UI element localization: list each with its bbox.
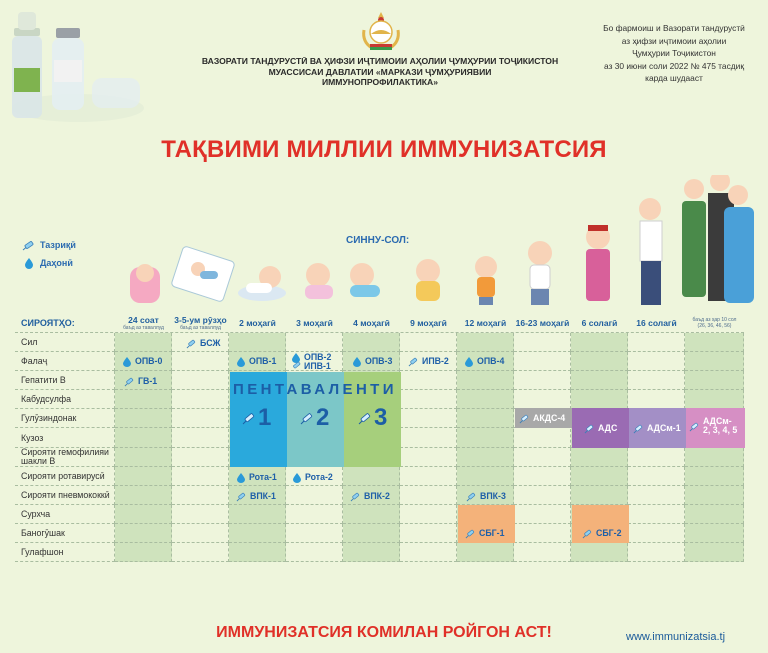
vaccine-opv1-label: ОПВ-1	[249, 356, 277, 366]
table-cell	[571, 333, 628, 352]
legend-injection-label: Тазриқӣ	[40, 240, 76, 250]
table-cell	[628, 543, 685, 562]
table-cell	[685, 390, 744, 409]
teen-boy-16y-illustration	[639, 198, 662, 305]
website-link[interactable]: www.immunizatsia.tj	[626, 631, 726, 643]
table-cell	[115, 524, 172, 543]
table-cell	[514, 467, 571, 486]
table-cell	[172, 543, 229, 562]
table-cell	[628, 467, 685, 486]
age-column-label: 16 солагӣ	[636, 317, 677, 328]
state-emblem-icon	[358, 8, 404, 52]
table-cell	[685, 524, 744, 543]
table-cell	[172, 390, 229, 409]
pentavalent-dose-2-number: 2	[316, 404, 330, 431]
syringe-icon	[186, 338, 197, 349]
table-cell	[628, 371, 685, 390]
disease-row-label: Кабудсулфа	[21, 394, 71, 405]
age-column-sublabel: (26, 36, 46, 56)	[697, 323, 732, 329]
table-cell	[628, 448, 685, 467]
vaccine-ads-label: АДС	[598, 423, 618, 433]
vaccine-adsm1	[633, 423, 681, 434]
drop-icon	[291, 352, 301, 372]
table-cell	[343, 543, 400, 562]
table-cell	[400, 409, 457, 428]
disease-row-label: Сирояти гемофилияи шакли В	[21, 447, 109, 467]
table-cell	[172, 352, 229, 371]
vaccine-pcv3-label: ВПК-3	[480, 491, 506, 501]
table-cell	[400, 486, 457, 505]
table-cell	[115, 409, 172, 428]
legend-oral-label: Даҳонӣ	[40, 258, 73, 268]
disease-row-label: Гулӯзиндонак	[21, 413, 77, 424]
baby-on-blanket-illustration	[171, 246, 235, 303]
pentavalent-dose-3	[358, 404, 387, 432]
toddler-12m-illustration	[475, 256, 497, 305]
pentavalent-dose-3-number: 3	[374, 404, 388, 431]
syringe-icon	[124, 376, 135, 387]
vaccine-dtp4	[519, 413, 565, 424]
table-cell	[172, 524, 229, 543]
vaccine-mmr2-label: СБГ-2	[596, 528, 622, 538]
syringe-icon	[582, 528, 593, 539]
vaccine-opv4	[464, 356, 504, 367]
table-cell	[400, 390, 457, 409]
table-cell	[628, 333, 685, 352]
table-cell	[457, 371, 514, 390]
vaccine-rota2-label: Рота-2	[305, 472, 333, 482]
table-cell	[115, 390, 172, 409]
table-cell	[172, 409, 229, 428]
disease-row-label: Фалаҷ	[21, 356, 48, 367]
table-cell	[400, 524, 457, 543]
table-cell	[457, 333, 514, 352]
table-cell	[685, 333, 744, 352]
table-cell	[115, 486, 172, 505]
vaccine-opv1	[236, 356, 276, 367]
table-cell	[400, 467, 457, 486]
syringe-icon	[236, 491, 247, 502]
decree-line-5: карда шудааст	[645, 73, 703, 84]
vaccine-ads	[584, 423, 617, 434]
table-cell	[15, 505, 115, 524]
syringe-icon	[689, 421, 700, 432]
table-cell	[514, 543, 571, 562]
vaccine-pcv2-label: ВПК-2	[364, 491, 390, 501]
table-cell	[15, 352, 115, 371]
table-cell	[15, 429, 115, 448]
drop-icon	[122, 356, 132, 367]
disease-row-label: Баногӯшак	[21, 528, 65, 539]
table-cell	[15, 486, 115, 505]
pentavalent-dose-2	[300, 404, 329, 432]
table-cell	[115, 467, 172, 486]
table-cell	[628, 352, 685, 371]
baby-3m-illustration	[305, 263, 333, 299]
table-cell	[115, 543, 172, 562]
table-cell	[229, 543, 286, 562]
pentavalent-dose-1-number: 1	[258, 404, 272, 431]
disease-row-label: Сирояти ротавирусӣ	[21, 470, 105, 481]
ministry-line-3: ИММУНОПРОФИЛАКТИКА»	[321, 77, 439, 87]
ministry-header	[150, 56, 610, 88]
vaccine-opv0-label: ОПВ-0	[135, 356, 163, 366]
syringe-icon	[358, 411, 372, 425]
drop-icon	[464, 356, 474, 367]
legend-oral	[22, 256, 76, 270]
table-cell	[400, 448, 457, 467]
table-cell	[514, 505, 571, 524]
table-cell	[457, 467, 514, 486]
age-column-label: баъд аз ҳар 10 сол	[692, 317, 737, 323]
syringe-icon	[633, 423, 644, 434]
table-cell	[571, 467, 628, 486]
vaccine-ipv2	[408, 356, 449, 367]
table-cell	[457, 409, 514, 428]
ministry-line-2: МУАССИСАИ ДАВЛАТИИ «МАРКАЗИ ҶУМҲУРИЯВИИ	[268, 66, 492, 77]
table-cell	[229, 524, 286, 543]
vaccine-hb1-label: ГВ-1	[138, 376, 158, 386]
table-cell	[15, 543, 115, 562]
table-cell	[400, 505, 457, 524]
table-cell	[457, 448, 514, 467]
table-cell	[685, 467, 744, 486]
disease-row-label: Сурхча	[21, 508, 51, 519]
table-cell	[514, 524, 571, 543]
disease-row-label: Гепатити В	[21, 375, 66, 386]
table-cell	[571, 543, 628, 562]
table-cell	[571, 371, 628, 390]
vaccine-opv3	[352, 356, 392, 367]
syringe-icon	[466, 491, 477, 502]
table-cell	[172, 486, 229, 505]
toddler-16-23m-illustration	[528, 241, 552, 305]
table-cell	[115, 448, 172, 467]
disease-row-label: Кузоз	[21, 432, 44, 443]
age-column-label: 16-23 моҳагӣ	[515, 317, 570, 328]
table-cell	[514, 352, 571, 371]
age-column-label: 9 моҳагӣ	[410, 317, 447, 328]
syringe-icon	[519, 413, 530, 424]
syringe-icon	[465, 528, 476, 539]
age-column-sublabel: баъд аз таваллуд	[123, 324, 164, 331]
age-column-label: 6 солагӣ	[581, 317, 618, 328]
header-divider	[15, 313, 744, 333]
table-cell	[571, 486, 628, 505]
table-cell	[286, 486, 343, 505]
vaccine-pcv2	[350, 491, 390, 502]
table-cell	[15, 524, 115, 543]
age-column-label: 12 моҳагӣ	[464, 317, 507, 328]
table-cell	[172, 371, 229, 390]
table-cell	[628, 390, 685, 409]
disease-row-label: Сирояти пневмококкӣ	[21, 489, 110, 500]
drop-icon	[352, 356, 362, 367]
drop-icon	[236, 356, 246, 367]
vaccine-adsm-multi-label: АДСм-	[703, 416, 732, 426]
pentavalent-title: ПЕНТАВАЛЕНТИ	[233, 381, 397, 398]
table-cell	[172, 429, 229, 448]
table-cell	[628, 505, 685, 524]
table-cell	[343, 467, 400, 486]
table-cell	[571, 352, 628, 371]
syringe-icon	[408, 356, 419, 367]
table-cell	[15, 467, 115, 486]
table-cell	[15, 333, 115, 352]
syringe-icon	[300, 411, 314, 425]
vaccine-rota2	[292, 472, 333, 483]
page-title: ТАҚВИМИ МИЛЛИИ ИММУНИЗАТСИЯ	[161, 136, 607, 163]
syringe-icon	[350, 491, 361, 502]
syringe-icon	[242, 411, 256, 425]
table-cell	[343, 333, 400, 352]
newborn-illustration	[130, 264, 160, 303]
table-cell	[457, 390, 514, 409]
table-cell	[15, 409, 115, 428]
vaccine-dtp4-label: АКДС-4	[533, 413, 566, 423]
baby-2m-illustration	[238, 266, 286, 301]
table-cell	[400, 333, 457, 352]
table-cell	[400, 371, 457, 390]
decree-line-1: Бо фармоиш и Вазорати тандурустӣ	[603, 23, 745, 33]
vaccine-pcv1-label: ВПК-1	[250, 491, 276, 501]
table-cell	[514, 429, 571, 448]
table-cell	[457, 429, 514, 448]
table-cell	[571, 390, 628, 409]
vaccine-rota1-label: Рота-1	[249, 472, 277, 482]
vaccine-mmr2	[582, 528, 621, 539]
table-cell	[628, 486, 685, 505]
decree-line-3: Ҷумҳурии Тоҷикистон	[632, 48, 716, 59]
vaccine-adsm-multi-doses: 2, 3, 4, 5	[703, 425, 738, 435]
table-cell	[115, 429, 172, 448]
age-column-label: 2 моҳагӣ	[239, 317, 276, 328]
table-cell	[286, 543, 343, 562]
vaccine-hb1	[124, 376, 157, 387]
table-cell	[400, 543, 457, 562]
vaccine-opv0	[122, 356, 162, 367]
vaccine-adsm-multi	[689, 417, 737, 435]
vaccine-rota1	[236, 472, 277, 483]
girl-6y-illustration	[586, 225, 610, 301]
vaccine-mmr1-label: СБГ-1	[479, 528, 505, 538]
disease-row-label: Гулафшон	[21, 547, 64, 558]
vaccine-vials-illustration	[8, 8, 148, 126]
vaccine-opv4-label: ОПВ-4	[477, 356, 505, 366]
legend	[22, 238, 76, 274]
adults-illustration	[682, 175, 754, 303]
age-column-label: 4 моҳагӣ	[353, 317, 390, 328]
decree-line-4: аз 30 июни соли 2022 № 475 тасдиқ	[604, 60, 744, 71]
drop-icon	[236, 472, 246, 483]
vaccine-bcg	[186, 338, 221, 349]
table-cell	[15, 371, 115, 390]
table-cell	[514, 486, 571, 505]
age-column-sublabel: баъд аз таваллуд	[180, 324, 221, 331]
table-cell	[229, 333, 286, 352]
drop-icon	[22, 257, 36, 269]
table-cell	[115, 333, 172, 352]
vaccine-pcv1	[236, 491, 276, 502]
syringe-icon	[22, 239, 36, 251]
footer-slogan: ИММУНИЗАТСИЯ КОМИЛАН РОЙГОН АСТ!	[216, 624, 552, 641]
vaccine-ipv2-label: ИПВ-2	[422, 356, 449, 366]
age-column-label: 24 соат	[128, 314, 159, 325]
table-cell	[685, 448, 744, 467]
table-cell	[514, 448, 571, 467]
ministry-line-1: ВАЗОРАТИ ТАНДУРУСТӢ ВА ҲИФЗИ ИҶТИМОИИ АҲОЛИИ ҶУМҲУРИИ ТОҶИКИСТОН	[201, 56, 559, 66]
table-cell	[172, 448, 229, 467]
vaccine-mmr1	[465, 528, 504, 539]
age-column-label: 3-5-ум рӯзҳо	[174, 314, 227, 325]
decree-approval-note	[588, 22, 760, 85]
table-cell	[343, 505, 400, 524]
table-cell	[286, 333, 343, 352]
disease-row-label: Сил	[21, 337, 38, 348]
table-cell	[172, 467, 229, 486]
table-cell	[15, 448, 115, 467]
table-cell	[685, 505, 744, 524]
vaccine-pcv3	[466, 491, 506, 502]
vaccine-heading: СИРОЯТҲО:	[21, 318, 75, 328]
table-cell	[514, 390, 571, 409]
vaccine-opv2-label: ОПВ-2	[304, 352, 332, 362]
syringe-icon	[584, 423, 595, 434]
decree-line-2: аз ҳифзи иҷтимоии аҳолии	[621, 35, 727, 46]
table-cell	[286, 524, 343, 543]
table-cell	[685, 371, 744, 390]
vaccine-opv3-label: ОПВ-3	[365, 356, 393, 366]
table-cell	[400, 429, 457, 448]
vaccine-ipv1-label: ИПВ-1	[304, 361, 331, 371]
baby-9m-illustration	[416, 259, 440, 301]
vaccine-opv2-ipv1	[291, 352, 331, 372]
table-cell	[229, 505, 286, 524]
table-cell	[514, 371, 571, 390]
vaccine-adsm1-label: АДСм-1	[647, 423, 681, 433]
table-cell	[514, 333, 571, 352]
drop-icon	[292, 472, 302, 483]
table-cell	[286, 505, 343, 524]
table-cell	[172, 505, 229, 524]
table-cell	[15, 390, 115, 409]
table-cell	[685, 352, 744, 371]
vaccine-bcg-label: БСЖ	[200, 338, 221, 348]
legend-injection	[22, 238, 76, 252]
age-heading: СИННУ-СОЛ:	[346, 235, 410, 246]
table-cell	[343, 524, 400, 543]
table-cell	[115, 505, 172, 524]
age-column-label: 3 моҳагӣ	[296, 317, 333, 328]
table-cell	[685, 486, 744, 505]
table-cell	[571, 448, 628, 467]
table-cell	[457, 543, 514, 562]
table-cell	[628, 524, 685, 543]
pentavalent-dose-1	[242, 404, 271, 432]
table-cell	[685, 543, 744, 562]
baby-4m-illustration	[350, 263, 380, 297]
